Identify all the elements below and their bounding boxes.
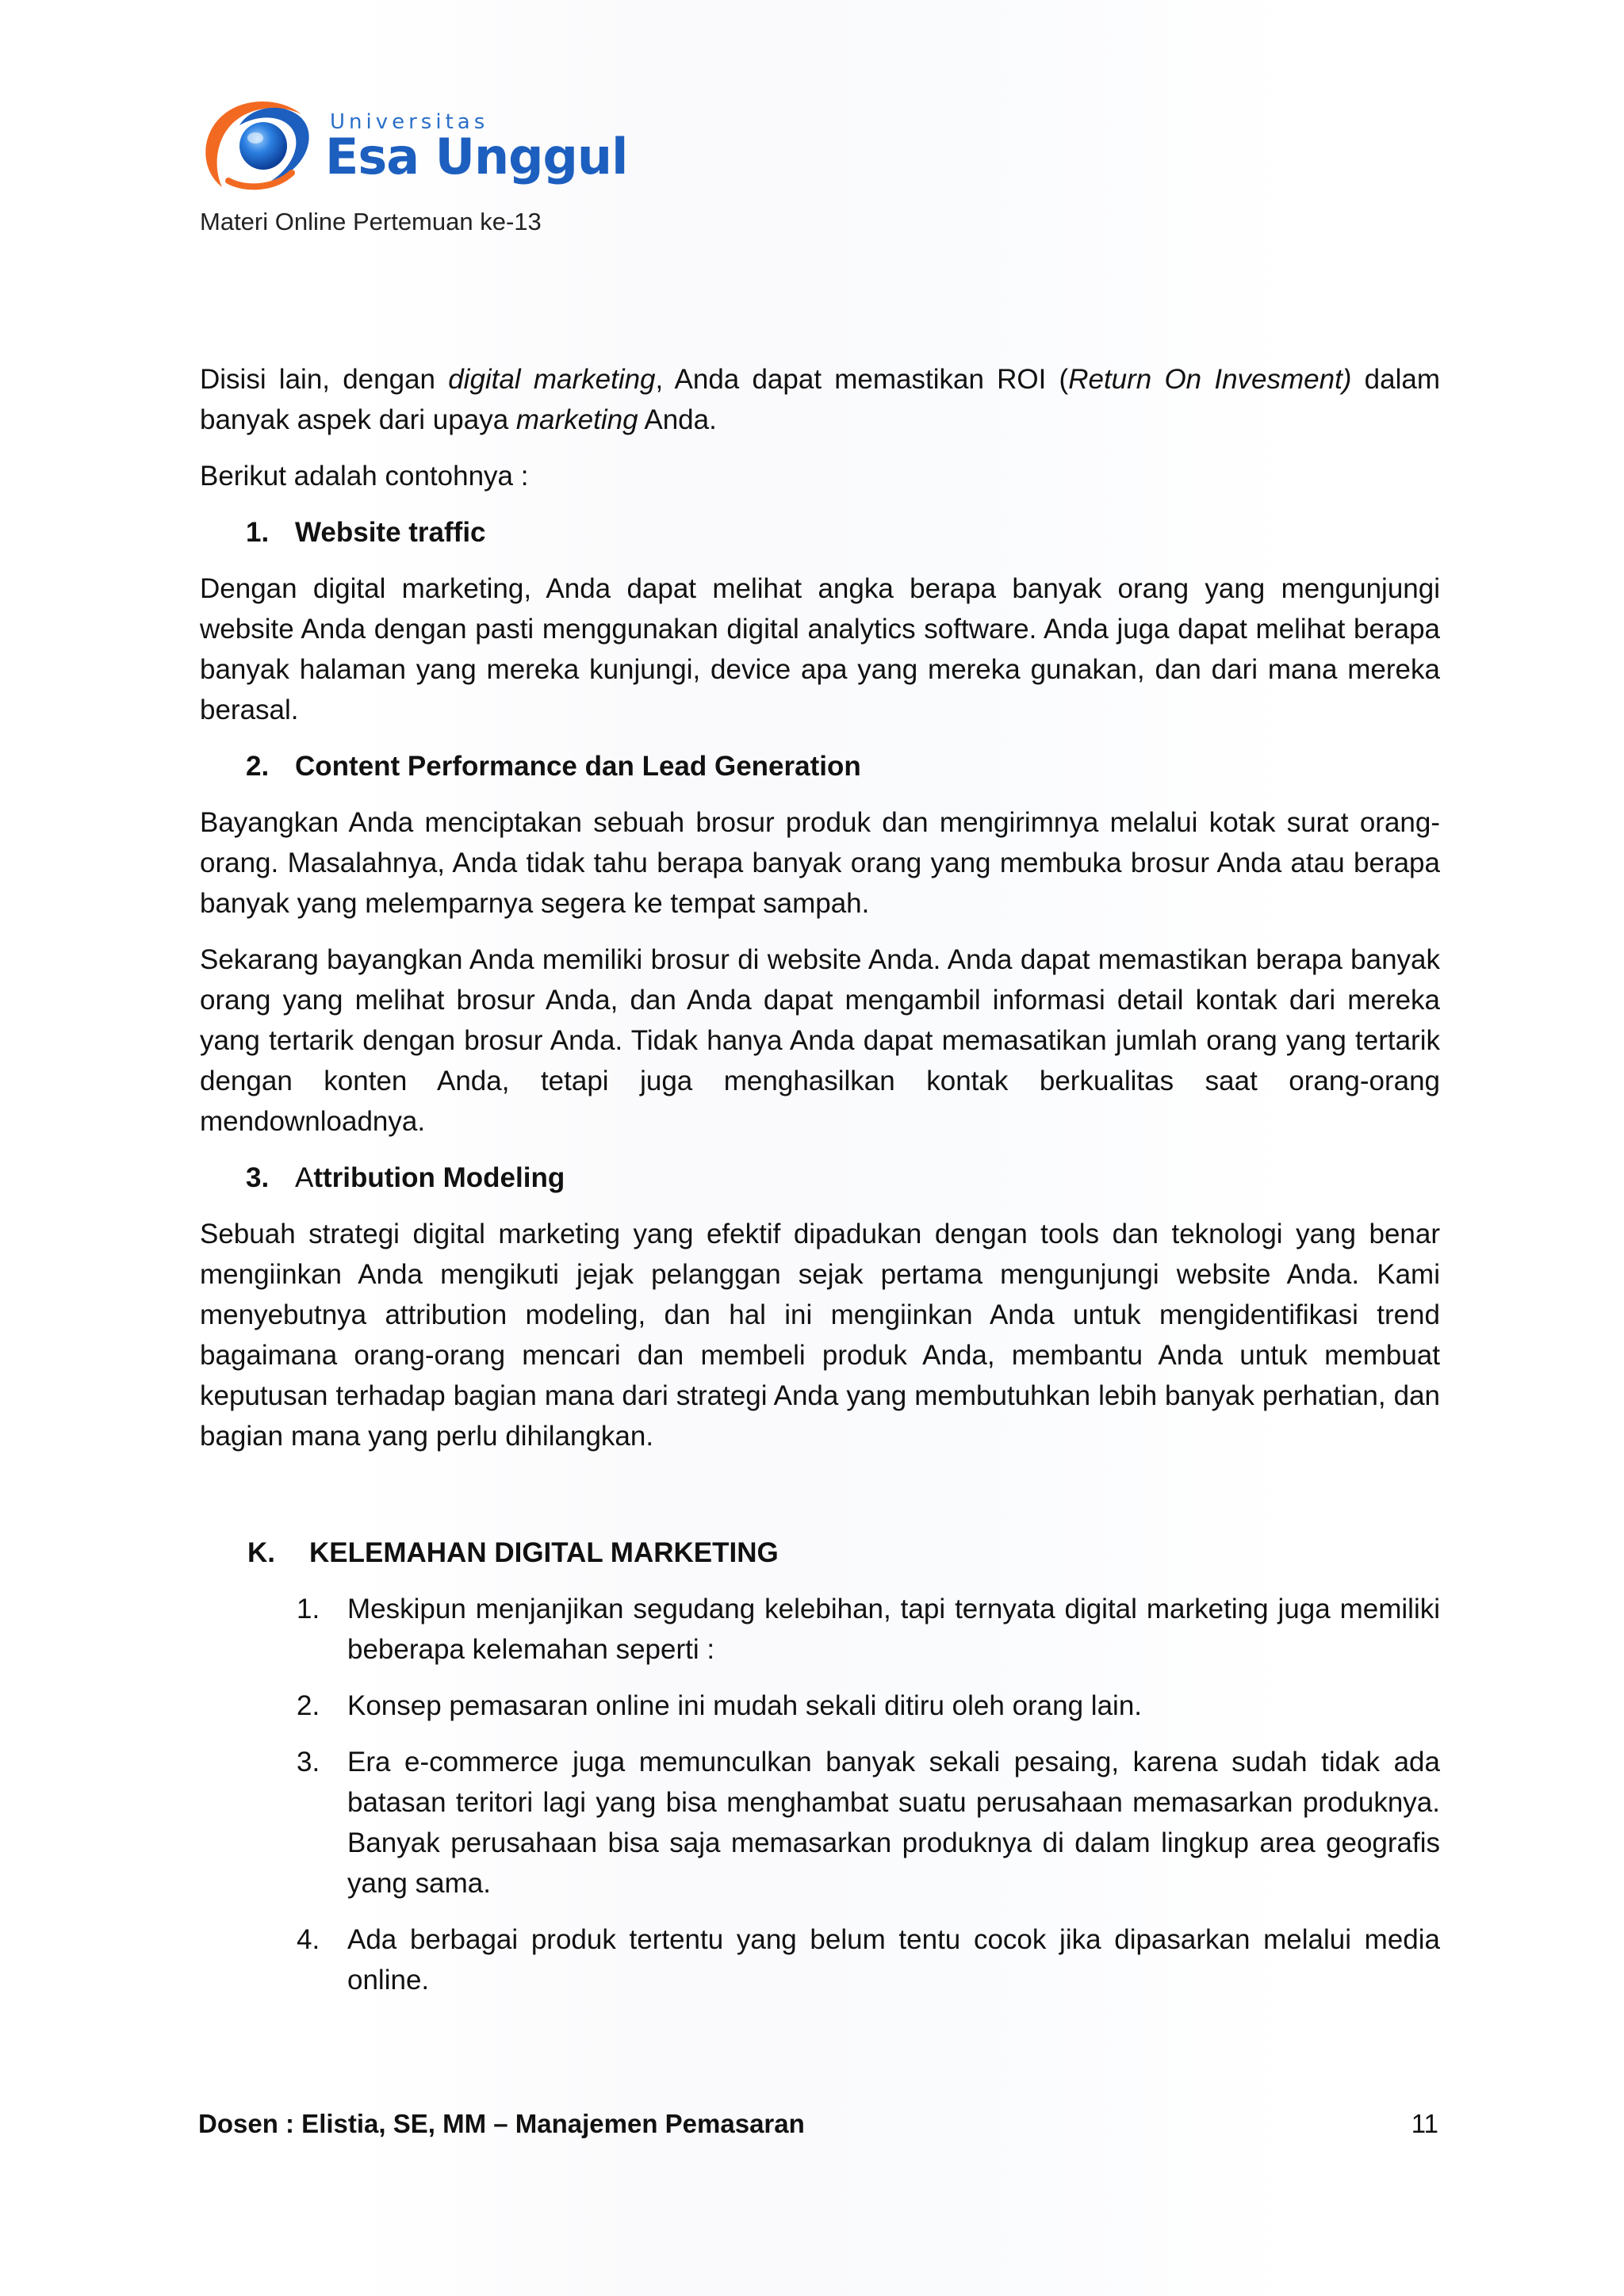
list-item: 2. Konsep pemasaran online ini mudah sekali ditiru oleh orang lain. [297, 1690, 1143, 1721]
footer-lecturer: Dosen : Elistia, SE, MM – Manajemen Pemasaran [198, 2109, 805, 2138]
university-logo [198, 94, 674, 197]
header-caption: Materi Online Pertemuan ke-13 [200, 208, 542, 235]
document-footer [198, 2109, 1438, 2139]
body-paragraph: Bayangkan Anda menciptakan sebuah brosur produk dan mengirimnya melalui kotak surat orang-orang. Masalahnya, Anda tidak tahu berapa banyak orang yang membuka brosur Anda atau berapa banyak yang melemparnya segera ke tempat sampah. [200, 807, 1440, 919]
item-heading-content-performance: 2. Content Performance dan Lead Generation [246, 751, 861, 782]
list-item: 1. Meskipun menjanjikan segudang kelebihan, tapi ternyata digital marketing juga memiliki beberapa kelemahan seperti : [297, 1594, 1440, 1665]
document-body [200, 359, 1440, 2016]
intro-lead-paragraph: Berikut adalah contohnya : [200, 461, 529, 492]
document-header [198, 94, 674, 236]
intro-paragraph: Disisi lain, dengan digital marketing, Anda dapat memastikan ROI (Return On Invesment) dalam banyak aspek dari upaya marketing Anda. [200, 364, 1440, 435]
logo-university-label: Universitas [330, 110, 489, 134]
item-heading-website-traffic: 1. Website traffic [246, 517, 486, 548]
weakness-list [200, 1589, 1440, 2000]
list-item: 4. Ada berbagai produk tertentu yang belum tentu cocok jika dipasarkan melalui media online. [297, 1924, 1440, 1996]
body-paragraph: Sekarang bayangkan Anda memiliki brosur di website Anda. Anda dapat memastikan berapa banyak orang yang melihat brosur Anda, dan Anda dapat mengambil informasi detail kontak dari mereka yang tertarik dengan brosur Anda. Tidak hanya Anda dapat memasatikan jumlah orang yang tertarik dengan konten Anda, tetapi juga menghasilkan kontak berkualitas saat orang-orang mendownloadnya. [200, 944, 1440, 1137]
logo-university-name: Esa Unggul [325, 128, 628, 186]
page-number: 11 [1411, 2109, 1438, 2138]
list-item: 3. Era e-commerce juga memunculkan banyak sekali pesaing, karena sudah tidak ada batasan teritori lagi yang bisa menghambat suatu perusahaan memasarkan produknya. Banyak perusahaan bisa saja memasarkan produknya di dalam lingkup area geografis yang sama. [297, 1747, 1440, 1899]
body-paragraph: Dengan digital marketing, Anda dapat melihat angka berapa banyak orang yang mengunjungi website Anda dengan pasti menggunakan digital analytics software. Anda juga dapat melihat berapa banyak halaman yang mereka kunjungi, device apa yang mereka gunakan, dan dari mana mereka berasal. [200, 573, 1440, 725]
item-heading-attribution-modeling: 3. Attribution Modeling [246, 1162, 565, 1193]
body-paragraph: Sebuah strategi digital marketing yang efektif dipadukan dengan tools dan teknologi yang benar mengiinkan Anda mengikuti jejak pelanggan sejak pertama mengunjungi website Anda. Kami menyebutnya attribution modeling, dan hal ini mengiinkan Anda untuk mengidentifikasi trend bagaimana orang-orang mencari dan membeli produk Anda, membantu Anda untuk membuat keputusan terhadap bagian mana dari strategi Anda yang membutuhkan lebih banyak perhatian, dan bagian mana yang perlu dihilangkan. [200, 1219, 1440, 1452]
section-heading-kelemahan: K. KELEMAHAN DIGITAL MARKETING [247, 1537, 779, 1568]
globe-logo-icon [198, 94, 317, 197]
